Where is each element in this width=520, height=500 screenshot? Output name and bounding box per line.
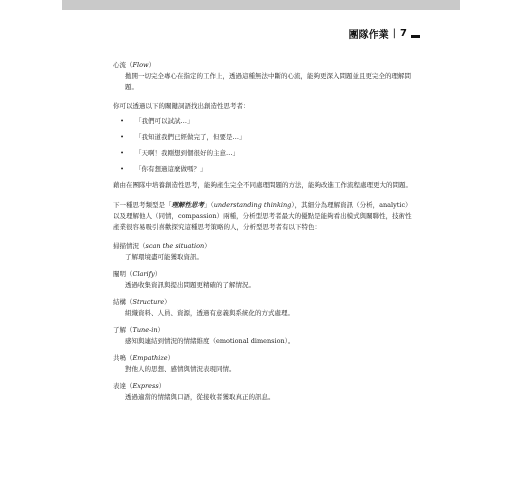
header-rule [411, 35, 420, 38]
term-item: 共鳴（Empathize） 對他人的思想、感情與情況表現同情。 [113, 354, 236, 373]
term-flow: 心流（Flow） [113, 61, 156, 69]
list-item: • 「你有想過這麼做嗎？」 [120, 165, 207, 173]
term-item: 表達（Express） 透過適當的情緒與口語，從接收者獲取真正的訊息。 [113, 382, 275, 401]
quote-list [113, 116, 413, 175]
list-item: • 「我知道我們已經做完了，但要是…」 [120, 133, 246, 141]
intro-text: 你可以透過以下的關鍵詞語找出創造性思考者： [113, 102, 250, 110]
header-separator: | [392, 27, 397, 39]
list-item: • 「天啊！我剛想到個很好的主意…」 [120, 149, 239, 157]
term-item: 了解（Tune-in） 感知與連結到情況的情緒維度（emotional dimension）。 [113, 326, 295, 345]
chapter-title: 團隊作業 [348, 29, 389, 41]
term-item: 闡明（Clarify） 透過收集資訊與提出問題更精確的了解情況。 [113, 270, 255, 289]
term-flow-desc: 拋開一切完全專心在指定的工作上，透過這種無法中斷的心流，能夠更深入問題並且更完全的理解問題。 [125, 72, 411, 91]
page-number: 7 [400, 27, 407, 39]
list-item: • 「我們可以試試…」 [120, 117, 194, 125]
term-list [113, 241, 413, 403]
page-body [113, 60, 413, 409]
paragraph-understanding: 下一種思考類型是「理解性思考」（understanding thinking），其細分為理解資訊（分析，analytic）以及理解他人（同情，compassion）兩種，分析型思考者最大的優點是能夠看出模式與關聯性，技術性產業很容易吸引喜歡探究這種思考策略的人，分析型思考者有以下特色： [113, 201, 412, 231]
paragraph-creative: 藉由在團隊中培養創造性思考，能夠產生完全不同處理問題的方法，能夠改進工作流程處理更大的問題。 [113, 181, 412, 189]
top-bar [62, 0, 460, 10]
term-item: 結構（Structure） 組織資料、人員、資源，透過有意義與系統化的方式處理。 [113, 298, 294, 317]
term-item: 掃描情況（scan the situation） 了解環境盡可能獲取資訊。 [113, 242, 211, 261]
running-header [340, 25, 420, 41]
